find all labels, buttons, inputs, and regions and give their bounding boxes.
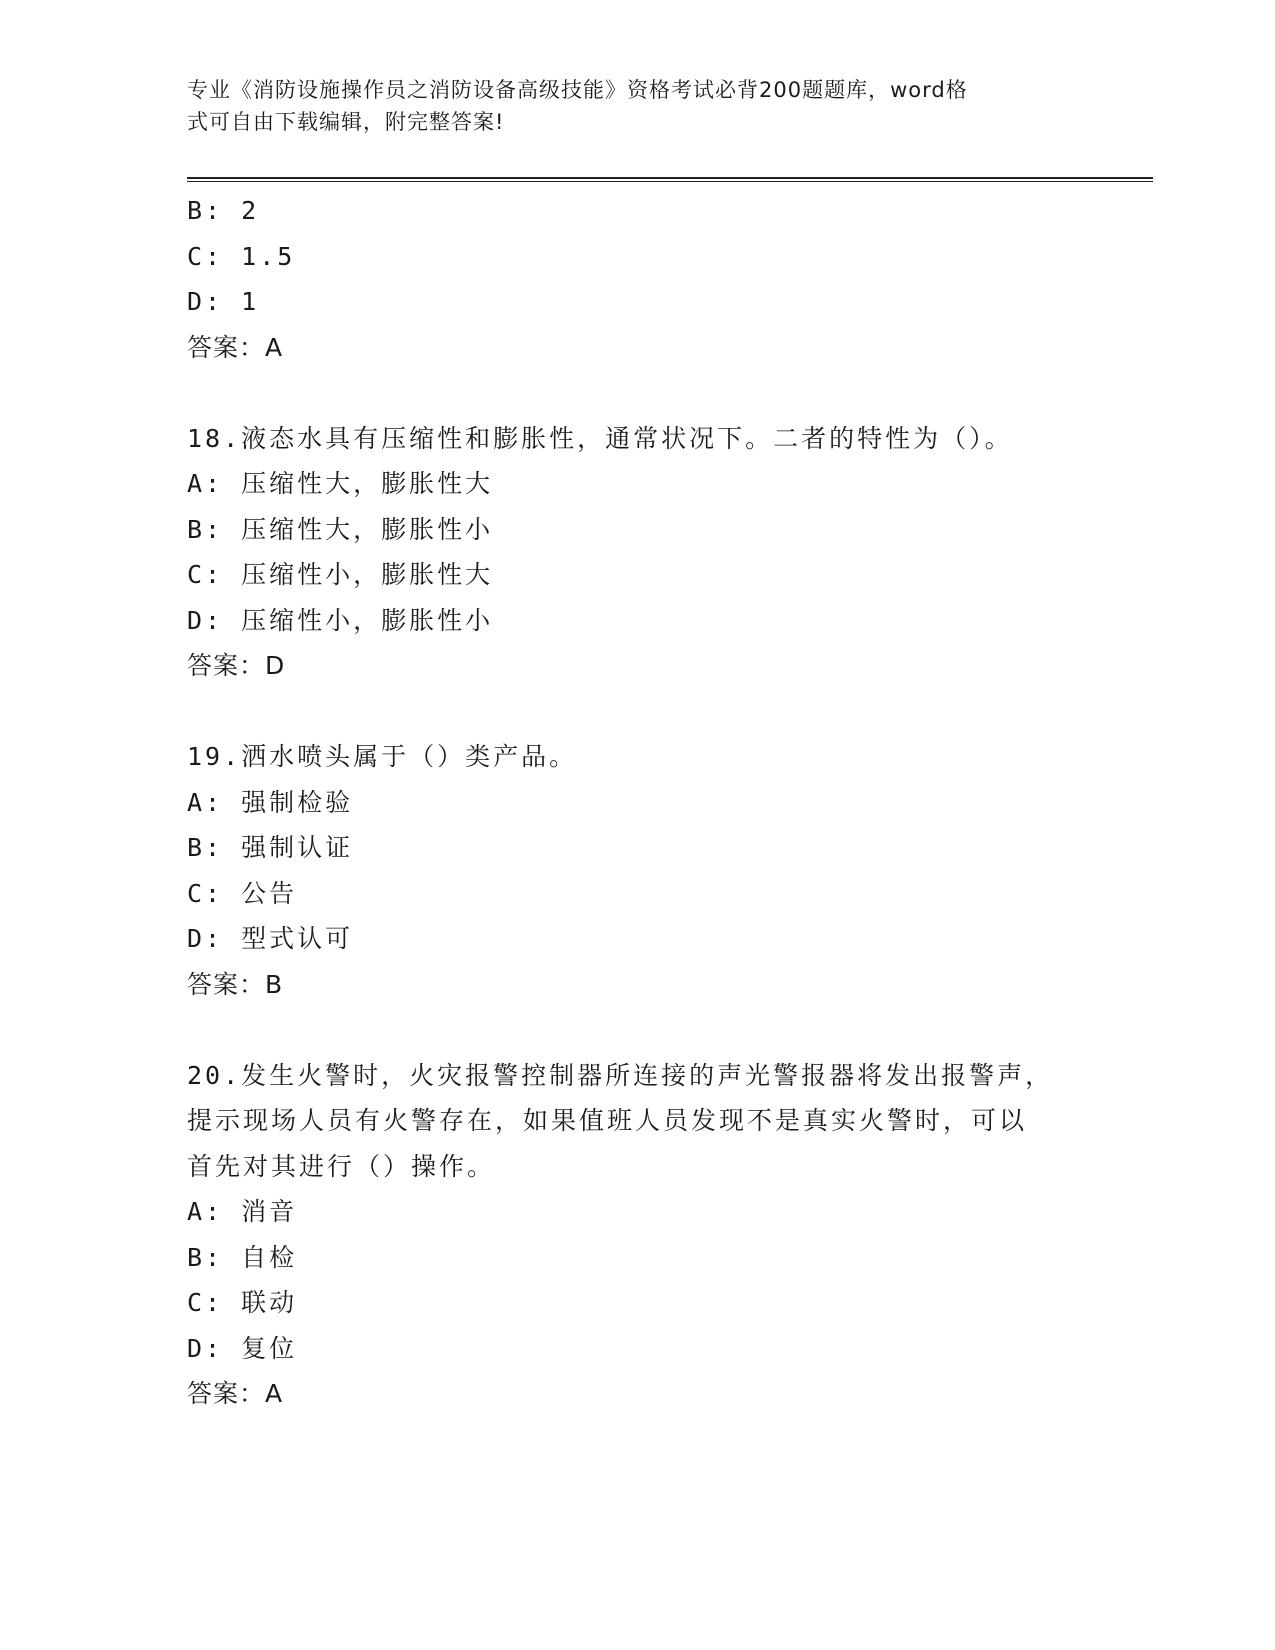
spacer xyxy=(187,370,1067,416)
question-stem-line-3: 首先对其进行（）操作。 xyxy=(187,1151,496,1181)
option-c: C: 联动 xyxy=(187,1288,298,1317)
continued-question xyxy=(187,188,1067,370)
option-b: B: 强制认证 xyxy=(187,833,354,862)
header-line-1: 专业《消防设施操作员之消防设备高级技能》资格考试必背200题题库，word格 xyxy=(187,78,968,102)
option-c: C: 1.5 xyxy=(187,241,296,271)
question-stem-line-2: 提示现场人员有火警存在，如果值班人员发现不是真实火警时，可以 xyxy=(187,1106,1028,1135)
option-d: D: 压缩性小，膨胀性小 xyxy=(187,605,494,635)
answer-line: 答案：A xyxy=(187,332,284,362)
spacer xyxy=(187,689,1067,735)
option-b: B: 2 xyxy=(187,196,260,225)
question-18 xyxy=(187,416,1067,689)
option-d: D: 1 xyxy=(187,287,260,316)
page-header xyxy=(187,74,1067,138)
question-19 xyxy=(187,734,1067,1007)
question-stem: 19.洒水喷头属于（）类产品。 xyxy=(187,742,578,771)
option-d: D: 复位 xyxy=(187,1333,298,1363)
question-20 xyxy=(187,1053,1067,1417)
header-divider xyxy=(187,177,1153,182)
answer-line: 答案：A xyxy=(187,1379,284,1408)
option-a: A: 强制检验 xyxy=(187,787,354,817)
header-line-2: 式可自由下载编辑，附完整答案! xyxy=(187,110,505,134)
spacer xyxy=(187,1007,1067,1053)
question-content xyxy=(187,188,1067,1417)
answer-line: 答案：D xyxy=(187,651,286,680)
question-stem-line-1: 20.发生火警时，火灾报警控制器所连接的声光警报器将发出报警声， xyxy=(187,1060,1054,1090)
option-a: A: 消音 xyxy=(187,1197,298,1226)
option-b: B: 压缩性大，膨胀性小 xyxy=(187,514,494,544)
option-c: C: 压缩性小，膨胀性大 xyxy=(187,560,494,589)
answer-line: 答案：B xyxy=(187,969,284,999)
option-c: C: 公告 xyxy=(187,878,298,908)
question-stem: 18.液态水具有压缩性和膨胀性，通常状况下。二者的特性为（）。 xyxy=(187,423,1013,453)
option-b: B: 自检 xyxy=(187,1242,298,1272)
option-a: A: 压缩性大，膨胀性大 xyxy=(187,469,494,498)
option-d: D: 型式认可 xyxy=(187,924,354,953)
